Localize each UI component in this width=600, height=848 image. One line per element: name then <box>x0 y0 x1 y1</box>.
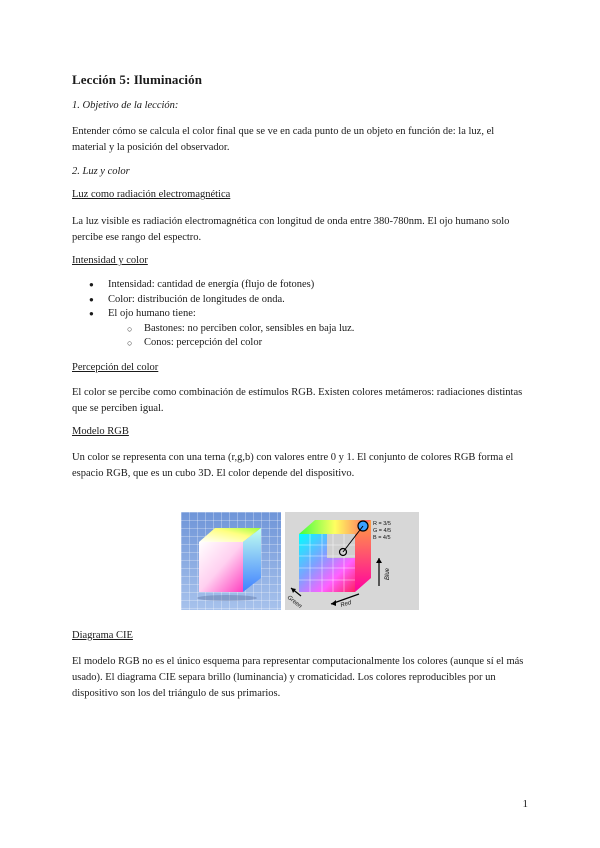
axis-label-blue: Blue <box>385 567 391 580</box>
radiacion-paragraph: La luz visible es radiación electromagnética con longitud de onda entre 380-780nm. El ojo humano solo percibe ese rango del espectro. <box>72 216 510 243</box>
sub-bullet-conos: ○ Conos: percepción del color <box>72 336 354 351</box>
rgb-cube-sliced-diagram <box>285 512 419 610</box>
page-number: 1 <box>522 798 528 810</box>
intensidad-bullet-list <box>72 278 354 351</box>
subheading-percepcion: Percepción del color <box>72 362 159 373</box>
rgb-cube-figures <box>181 512 419 610</box>
subheading-intensidad: Intensidad y color <box>72 255 148 266</box>
axis-label-red: Red <box>339 600 353 609</box>
bullet-intensidad: ● Intensidad: cantidad de energía (flujo de fotones) <box>72 278 354 293</box>
label-b-value: B = 4/5 <box>373 535 391 541</box>
sub-bullet-bastones: ○ Bastones: no perciben color, sensibles en baja luz. <box>72 322 354 337</box>
subheading-radiacion: Luz como radiación electromagnética <box>72 189 231 200</box>
modelo-rgb-paragraph: Un color se representa con una terna (r,g,b) con valores entre 0 y 1. El conjunto de colores RGB forma el espacio RGB, que es un cubo 3D. El color depende del dispositivo. <box>72 452 514 479</box>
rgb-cube-render <box>181 512 281 610</box>
label-r-value: R = 3/5 <box>373 521 391 527</box>
section-heading-objetivo: 1. Objetivo de la lección: <box>72 100 179 111</box>
objetivo-paragraph: Entender cómo se calcula el color final que se ve en cada punto de un objeto en función de: la luz, el material y la posición del observador. <box>72 126 495 153</box>
axis-label-green: Green <box>285 594 303 610</box>
lesson-title: Lección 5: Iluminación <box>72 72 203 87</box>
section-heading-luz-color: 2. Luz y color <box>72 166 130 177</box>
cie-paragraph: El modelo RGB no es el único esquema para representar computacionalmente los colores (aunque sí el más usado). El diagrama CIE separa brillo (luminancia) y cromaticidad. Los colores reproducibles por un dispositivo son los del triángulo de sus primarios. <box>72 656 524 699</box>
percepcion-paragraph: El color se percibe como combinación de estímulos RGB. Existen colores metámeros: radiaciones distintas que se perciben igual. <box>72 387 523 414</box>
bullet-color: ● Color: distribución de longitudes de onda. <box>72 293 354 308</box>
subheading-modelo-rgb: Modelo RGB <box>72 426 129 437</box>
bullet-ojo-humano: ● El ojo humano tiene: <box>72 307 354 322</box>
subheading-diagrama-cie: Diagrama CIE <box>72 630 133 641</box>
label-g-value: G = 4/5 <box>373 528 392 534</box>
